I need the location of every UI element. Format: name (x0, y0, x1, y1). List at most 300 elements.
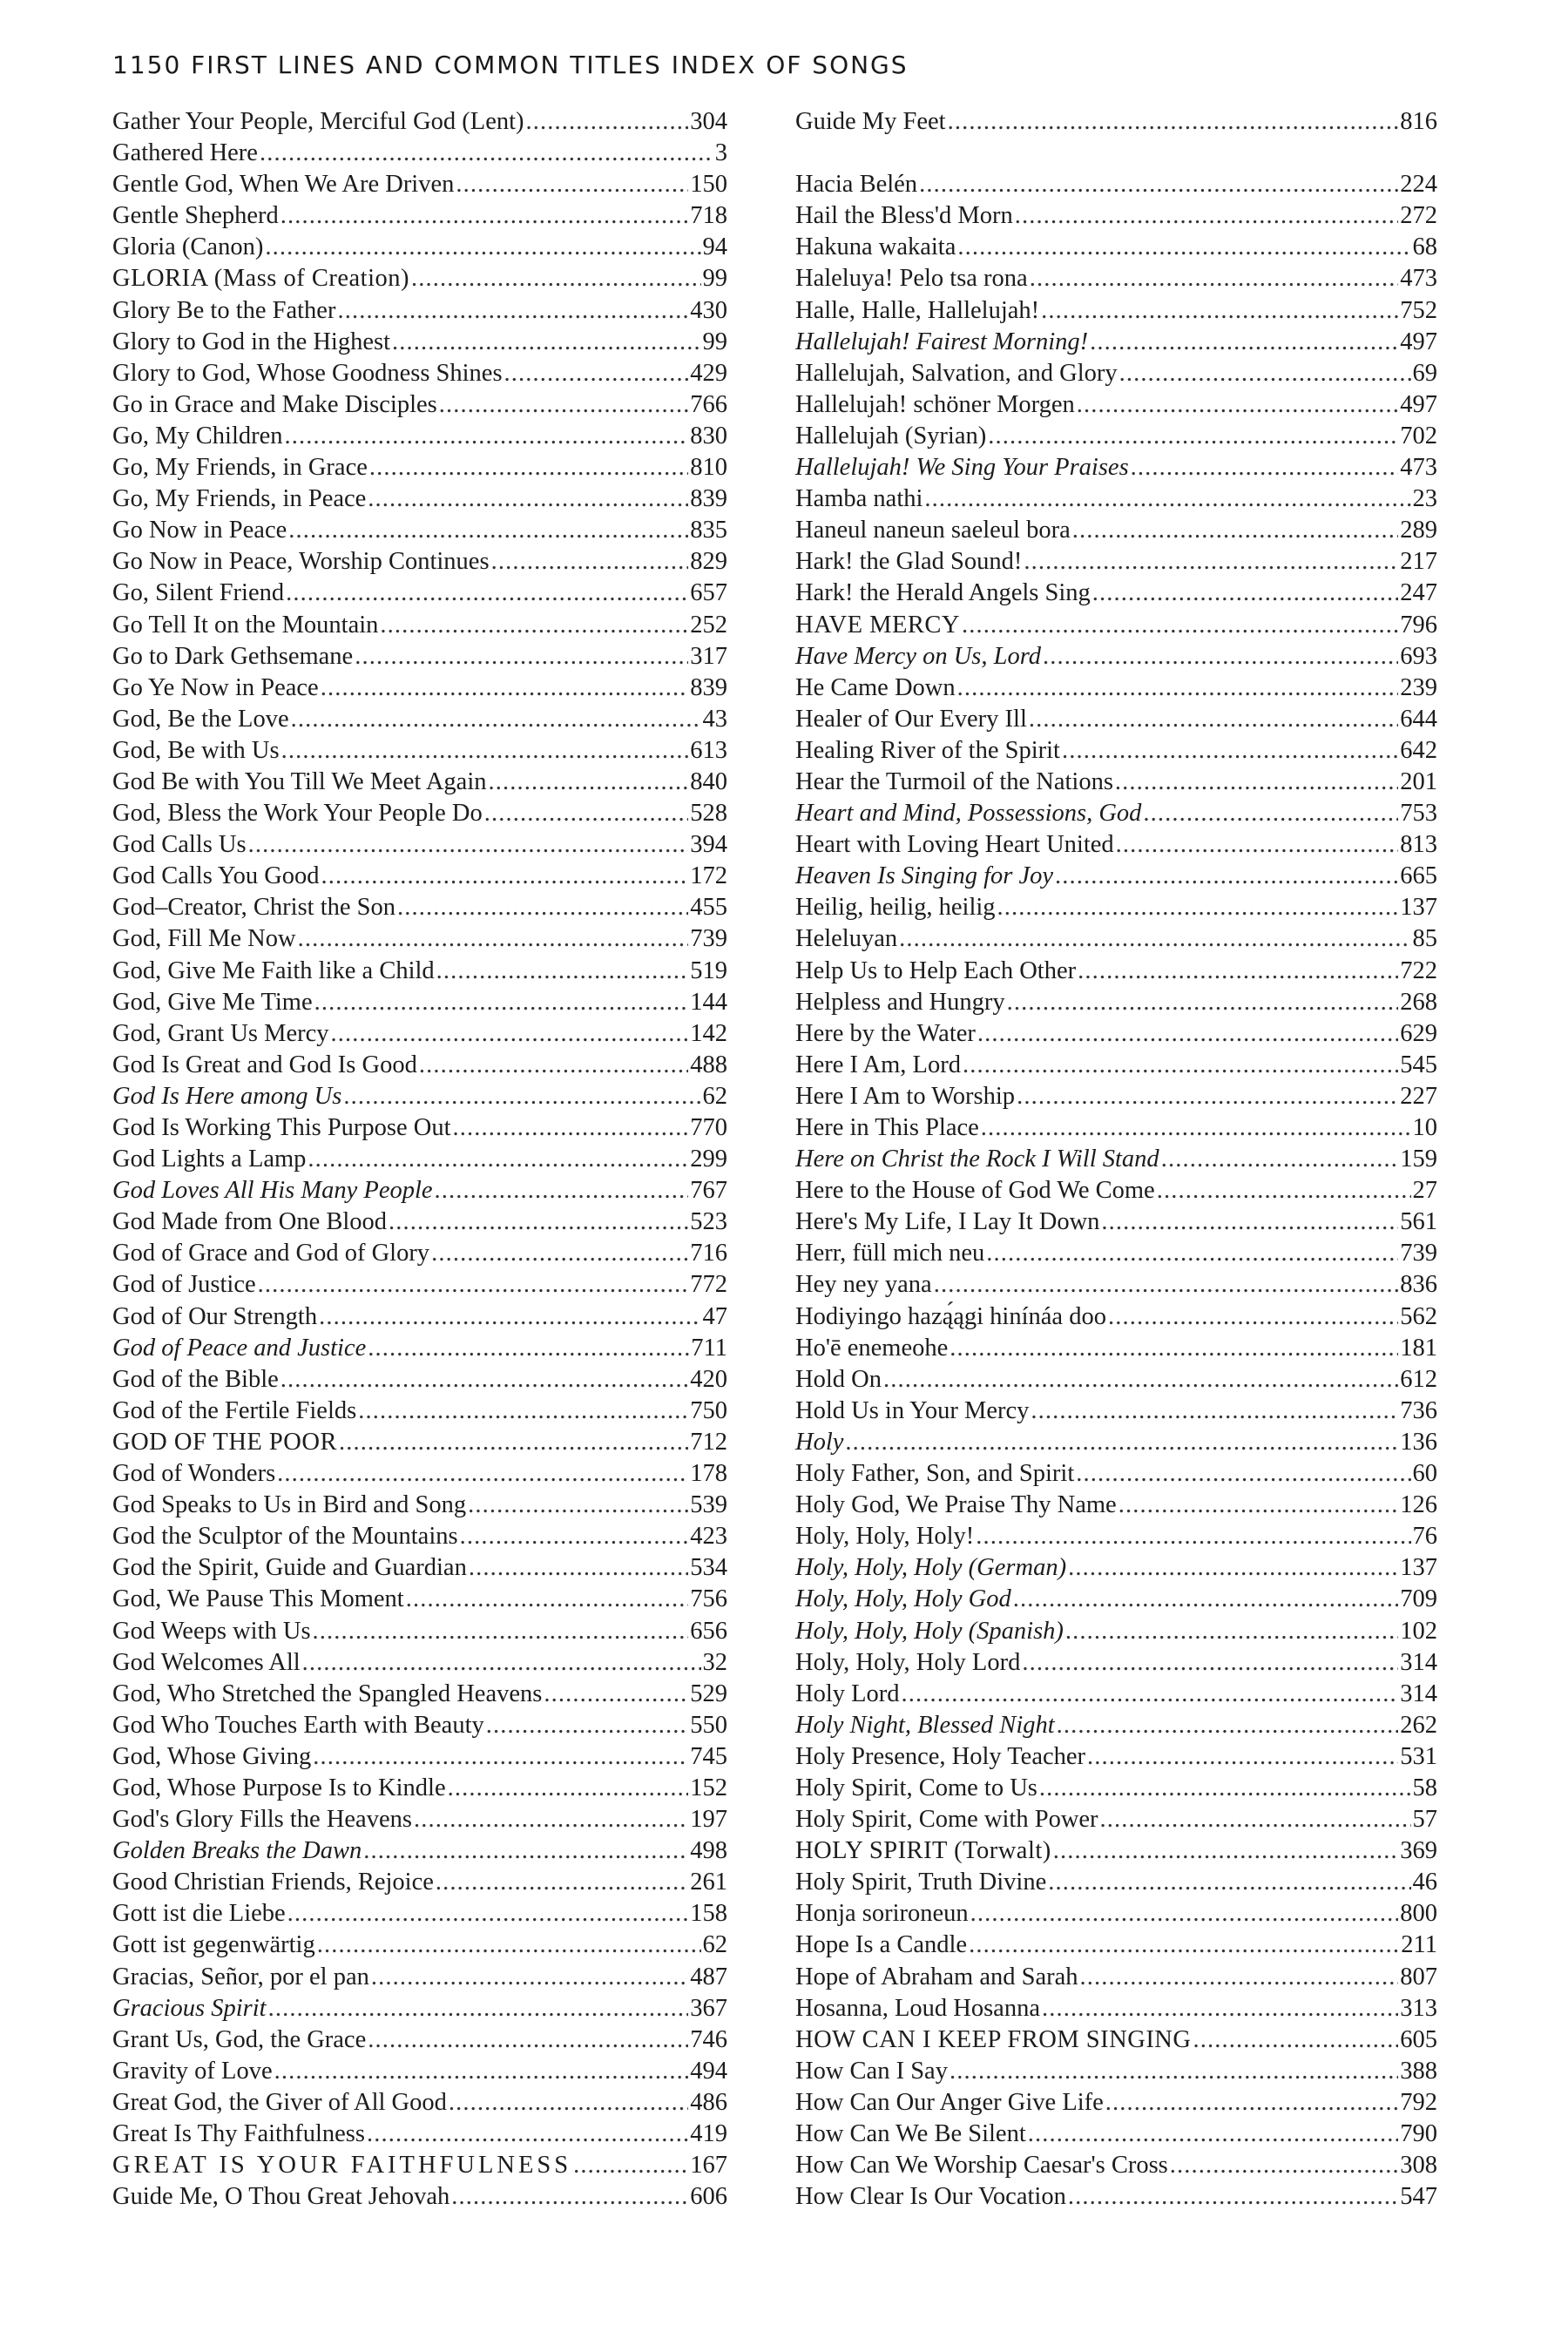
song-title: Go, My Friends, in Peace (112, 485, 367, 513)
dot-leader (468, 1490, 688, 1521)
song-number: 299 (690, 1146, 727, 1173)
dot-leader (331, 1018, 689, 1050)
dot-leader (957, 672, 1399, 704)
index-entry (795, 1396, 1437, 1427)
song-number: 561 (1400, 1208, 1437, 1236)
song-title: Great God, the Giver of All Good (112, 2088, 447, 2116)
song-title: God Who Touches Earth with Beauty (112, 1711, 484, 1739)
index-entry (795, 1898, 1437, 1930)
song-title: Haneul naneun saeleul bora (795, 517, 1071, 544)
song-title: Go, My Children (112, 422, 283, 449)
song-number: 420 (690, 1365, 727, 1393)
song-title: Heaven Is Singing for Joy (795, 862, 1054, 890)
dot-leader (883, 1364, 1398, 1396)
song-number: 613 (690, 736, 727, 764)
song-title: Go in Grace and Make Disciples (112, 390, 437, 418)
song-title: Gracias, Señor, por el pan (112, 1963, 369, 1990)
index-entry (795, 327, 1437, 358)
index-entry (795, 1112, 1437, 1144)
index-entry (795, 2024, 1437, 2056)
dot-leader (986, 1238, 1398, 1269)
song-title: Here I Am to Worship (795, 1082, 1016, 1110)
dot-leader (1078, 956, 1398, 987)
dot-leader (1031, 1396, 1398, 1427)
song-number: 47 (702, 1302, 727, 1330)
song-title: Go to Dark Gethsemane (112, 642, 354, 670)
song-number: 835 (690, 517, 727, 544)
song-title: God of the Bible (112, 1365, 279, 1393)
dot-leader (1072, 515, 1399, 546)
index-entry (795, 1206, 1437, 1238)
index-entry (795, 923, 1437, 955)
song-title: How Can We Be Silent (795, 2120, 1026, 2147)
song-title: Hey ney yana (795, 1271, 932, 1299)
song-number: 745 (690, 1742, 727, 1770)
song-title: God, We Pause This Moment (112, 1585, 404, 1613)
index-entry (795, 578, 1437, 609)
song-title: Holy Spirit, Truth Divine (795, 1869, 1047, 1896)
song-number: 57 (1412, 1806, 1437, 1834)
song-title: Heart and Mind, Possessions, God (795, 800, 1142, 828)
song-number: 523 (690, 1208, 727, 1236)
dot-leader (298, 923, 689, 955)
index-entry (795, 1427, 1437, 1458)
index-entry (795, 483, 1437, 515)
song-title: Healing River of the Spirit (795, 736, 1060, 764)
dot-leader (1119, 358, 1411, 389)
index-entry (795, 358, 1437, 389)
index-entry (112, 1930, 727, 1961)
dot-leader (321, 861, 689, 892)
song-title: God, Whose Purpose Is to Kindle (112, 1774, 446, 1801)
song-number: 3 (714, 139, 727, 167)
index-entry (795, 232, 1437, 263)
dot-leader (962, 610, 1398, 641)
song-number: 488 (690, 1051, 727, 1078)
song-title: Holy, Holy, Holy Lord (795, 1648, 1021, 1676)
song-number: 268 (1400, 988, 1437, 1016)
song-title: Guide My Feet (795, 108, 946, 135)
index-entry (112, 1647, 727, 1679)
index-entry (795, 1301, 1437, 1333)
index-entry (112, 1206, 727, 1238)
index-entry (795, 1364, 1437, 1396)
song-number: 736 (1400, 1396, 1437, 1424)
song-title: God Welcomes All (112, 1648, 301, 1676)
song-number: 60 (1412, 1460, 1437, 1488)
song-title: God Weeps with Us (112, 1617, 311, 1645)
index-entry (112, 1710, 727, 1741)
dot-leader (1157, 1175, 1411, 1206)
dot-leader (1024, 546, 1398, 578)
song-title: Gott ist die Liebe (112, 1900, 286, 1928)
song-number: 178 (690, 1460, 727, 1488)
dot-leader (950, 1333, 1398, 1364)
index-entry (795, 829, 1437, 861)
page-number: 1150 (112, 51, 182, 79)
index-entry (112, 106, 727, 138)
index-entry (795, 1993, 1437, 2024)
song-title: Here to the House of God We Come (795, 1177, 1155, 1205)
song-title: God of Our Strength (112, 1302, 318, 1330)
song-number: 770 (690, 1114, 727, 1141)
dot-leader (435, 1175, 689, 1206)
dot-leader (934, 1269, 1399, 1301)
song-title: Holy (795, 1428, 844, 1456)
song-title: God, Fill Me Now (112, 925, 296, 953)
song-title: Hold Us in Your Mercy (795, 1396, 1030, 1424)
song-number: 711 (691, 1334, 727, 1362)
index-entry (795, 1647, 1437, 1679)
song-number: 152 (690, 1774, 727, 1801)
song-title: Hacia Belén (795, 171, 918, 199)
song-number: 262 (1400, 1711, 1437, 1739)
dot-leader (368, 483, 688, 515)
dot-leader (451, 2181, 688, 2213)
index-entry (795, 798, 1437, 829)
song-title: Holy Spirit, Come to Us (795, 1774, 1037, 1801)
song-title: God Calls You Good (112, 862, 320, 890)
song-title: God Is Here among Us (112, 1082, 342, 1110)
song-number: 58 (1412, 1774, 1437, 1801)
song-number: 712 (690, 1428, 727, 1456)
song-number: 796 (1400, 611, 1437, 639)
song-number: 830 (690, 422, 727, 449)
dot-leader (397, 892, 688, 923)
dot-leader (1062, 735, 1398, 767)
song-number: 718 (690, 202, 727, 230)
song-number: 629 (1400, 1019, 1437, 1047)
index-entry (112, 138, 727, 169)
index-entry (112, 578, 727, 609)
dot-leader (436, 1867, 688, 1898)
song-title: GREAT IS YOUR FAITHFULNESS (112, 2152, 572, 2180)
index-entry (795, 641, 1437, 672)
song-number: 772 (690, 1271, 727, 1299)
index-entry (112, 861, 727, 892)
song-number: 800 (1400, 1900, 1437, 1928)
index-entry (112, 546, 727, 578)
song-title: Healer of Our Every Ill (795, 705, 1027, 733)
song-title: Ho'ē enemeohe (795, 1334, 949, 1362)
dot-leader (1079, 1962, 1398, 1993)
song-number: 126 (1400, 1491, 1437, 1519)
song-number: 99 (702, 328, 727, 355)
song-number: 473 (1400, 454, 1437, 482)
song-title: Holy Lord (795, 1680, 900, 1707)
dot-leader (486, 1710, 689, 1741)
song-title: How Can I Say (795, 2057, 948, 2085)
song-number: 99 (702, 265, 727, 293)
song-title: Holy, Holy, Holy (German) (795, 1554, 1067, 1582)
song-number: 836 (1400, 1271, 1437, 1299)
song-number: 261 (690, 1869, 727, 1896)
index-entry (795, 1616, 1437, 1647)
song-title: God Is Great and God Is Good (112, 1051, 417, 1078)
dot-leader (355, 641, 688, 672)
song-number: 665 (1400, 862, 1437, 890)
index-entry (795, 1867, 1437, 1898)
song-number: 304 (690, 108, 727, 135)
index-entry (112, 1427, 727, 1458)
dot-leader (950, 2056, 1398, 2087)
index-entry (112, 1396, 727, 1427)
song-number: 10 (1412, 1114, 1437, 1141)
index-entry (112, 1584, 727, 1615)
song-number: 497 (1400, 390, 1437, 418)
dot-leader (285, 421, 689, 452)
dot-leader (489, 767, 689, 798)
dot-leader (291, 704, 701, 735)
song-title: Holy, Holy, Holy God (795, 1585, 1011, 1613)
song-title: Hallelujah (Syrian) (795, 422, 987, 449)
song-title: God of Peace and Justice (112, 1334, 367, 1362)
song-number: 252 (690, 611, 727, 639)
dot-leader (1053, 1835, 1398, 1867)
dot-leader (274, 2056, 689, 2087)
song-title: God, Give Me Time (112, 988, 313, 1016)
song-number: 430 (690, 296, 727, 324)
dot-leader (319, 1301, 700, 1333)
index-entry (112, 704, 727, 735)
song-title: Go Tell It on the Mountain (112, 611, 379, 639)
index-entry (112, 1835, 727, 1867)
song-title: Hosanna, Loud Hosanna (795, 1994, 1040, 2022)
index-entry (795, 735, 1437, 767)
index-entry (795, 1333, 1437, 1364)
index-entry (795, 2056, 1437, 2087)
song-number: 498 (690, 1837, 727, 1865)
song-title: Go Now in Peace (112, 517, 287, 544)
dot-leader (411, 263, 701, 294)
dot-leader (287, 1898, 689, 1930)
dot-leader (337, 295, 688, 327)
dot-leader (1101, 1206, 1398, 1238)
song-title: Here I Am, Lord (795, 1051, 961, 1078)
song-number: 172 (690, 862, 727, 890)
index-entry (795, 1018, 1437, 1050)
dot-leader (1068, 2181, 1398, 2213)
song-number: 606 (690, 2183, 727, 2211)
dot-leader (484, 798, 689, 829)
dot-leader (1161, 1144, 1399, 1175)
song-title: How Can We Worship Caesar's Cross (795, 2152, 1168, 2180)
song-title: Hear the Turmoil of the Nations (795, 767, 1113, 795)
song-title: Hakuna wakaita (795, 233, 956, 261)
index-entry (112, 327, 727, 358)
song-number: 528 (690, 800, 727, 828)
song-number: 69 (1412, 359, 1437, 387)
song-number: 23 (1412, 485, 1437, 513)
dot-leader (1087, 1741, 1398, 1773)
index-column-left (112, 106, 727, 2213)
song-title: Herr, füll mich neu (795, 1240, 985, 1267)
song-number: 369 (1400, 1837, 1437, 1865)
song-title: Glory Be to the Father (112, 296, 336, 324)
index-entry (795, 295, 1437, 327)
dot-leader (453, 1112, 689, 1144)
dot-leader (1017, 1081, 1398, 1112)
song-title: Here in This Place (795, 1114, 979, 1141)
dot-leader (1055, 861, 1398, 892)
song-number: 767 (690, 1177, 727, 1205)
dot-leader (1116, 829, 1399, 861)
song-title: God of the Fertile Fields (112, 1396, 357, 1424)
index-entry (795, 106, 1437, 138)
index-column-right (795, 106, 1437, 2213)
song-number: 494 (690, 2057, 727, 2085)
song-title: Go, Silent Friend (112, 579, 285, 607)
song-title: GLORIA (Mass of Creation) (112, 265, 409, 293)
index-entry (795, 1175, 1437, 1206)
song-title: Here on Christ the Rock I Will Stand (795, 1146, 1159, 1173)
song-number: 487 (690, 1963, 727, 1990)
index-entry (112, 2119, 727, 2150)
index-entry (795, 452, 1437, 483)
song-title: Gracious Spirit (112, 1994, 267, 2022)
song-number: 144 (690, 988, 727, 1016)
song-title: Glory to God, Whose Goodness Shines (112, 359, 503, 387)
song-title: Gentle God, When We Are Driven (112, 171, 455, 199)
song-title: Gloria (Canon) (112, 233, 264, 261)
dot-leader (313, 1741, 688, 1773)
dot-leader (1100, 1804, 1411, 1835)
song-title: God, Be the Love (112, 705, 289, 733)
song-title: God Loves All His Many People (112, 1177, 433, 1205)
dot-leader (981, 1112, 1411, 1144)
dot-leader (369, 452, 688, 483)
song-title: Hallelujah! Fairest Morning! (795, 328, 1089, 355)
dot-leader (280, 1364, 688, 1396)
dot-leader (1043, 641, 1398, 672)
song-title: Good Christian Friends, Rejoice (112, 1869, 434, 1896)
dot-leader (948, 106, 1399, 138)
dot-leader (281, 735, 689, 767)
index-entry (112, 1616, 727, 1647)
song-title: God–Creator, Christ the Son (112, 894, 395, 922)
song-title: God the Spirit, Guide and Guardian (112, 1554, 467, 1582)
dot-leader (414, 1804, 688, 1835)
song-title: God of Justice (112, 1271, 256, 1299)
dot-leader (491, 546, 689, 578)
index-entry (795, 987, 1437, 1018)
dot-leader (286, 578, 688, 609)
dot-leader (268, 1993, 689, 2024)
dot-leader (313, 1616, 689, 1647)
dot-leader (321, 672, 689, 704)
index-entry (795, 1962, 1437, 1993)
index-entry (795, 1741, 1437, 1773)
index-entry (795, 1584, 1437, 1615)
song-number: 313 (1400, 1994, 1437, 2022)
index-entry (112, 1018, 727, 1050)
song-title: God's Glory Fills the Heavens (112, 1806, 412, 1834)
index-entry (795, 1679, 1437, 1710)
index-entry (112, 767, 727, 798)
dot-leader (988, 421, 1398, 452)
index-entry (112, 1458, 727, 1490)
song-title: Helpless and Hungry (795, 988, 1005, 1016)
index-entry (795, 672, 1437, 704)
index-entry (112, 200, 727, 232)
song-title: God Is Working This Purpose Out (112, 1114, 451, 1141)
song-number: 314 (1400, 1648, 1437, 1676)
index-entry (795, 1804, 1437, 1835)
song-title: HOLY SPIRIT (Torwalt) (795, 1837, 1051, 1865)
page-title: FIRST LINES AND COMMON TITLES INDEX OF SONGS (191, 51, 909, 79)
dot-leader (1092, 578, 1398, 609)
song-title: Hamba nathi (795, 485, 923, 513)
dot-leader (392, 327, 700, 358)
index-entry (112, 1741, 727, 1773)
song-number: 657 (690, 579, 727, 607)
song-number: 201 (1400, 767, 1437, 795)
index-entry (112, 2056, 727, 2087)
index-entry (112, 1112, 727, 1144)
song-number: 181 (1400, 1334, 1437, 1362)
song-number: 829 (690, 548, 727, 576)
song-title: Guide Me, O Thou Great Jehovah (112, 2183, 450, 2211)
dot-leader (970, 1898, 1399, 1930)
index-entry (112, 1269, 727, 1301)
index-entry (112, 610, 727, 641)
index-entry (795, 2181, 1437, 2213)
dot-leader (314, 987, 689, 1018)
song-number: 756 (690, 1585, 727, 1613)
song-number: 790 (1400, 2120, 1437, 2147)
song-title: Great Is Thy Faithfulness (112, 2120, 365, 2147)
dot-leader (1090, 327, 1398, 358)
song-title: God Calls Us (112, 831, 247, 859)
song-title: God Made from One Blood (112, 1208, 388, 1236)
song-number: 519 (690, 956, 727, 984)
song-number: 272 (1400, 202, 1437, 230)
song-number: 550 (690, 1711, 727, 1739)
song-number: 840 (690, 767, 727, 795)
song-title: Haleluya! Pelo tsa rona (795, 265, 1028, 293)
dot-leader (363, 1835, 688, 1867)
song-title: Holy Father, Son, and Spirit (795, 1460, 1075, 1488)
index-entry (795, 263, 1437, 294)
dot-leader (258, 1269, 689, 1301)
song-title: God the Sculptor of the Mountains (112, 1523, 458, 1551)
song-title: Heleluyan (795, 925, 898, 953)
dot-leader (1065, 1616, 1398, 1647)
song-number: 545 (1400, 1051, 1437, 1078)
index-entry (112, 2024, 727, 2056)
dot-leader (1013, 1584, 1398, 1615)
index-entry (795, 1238, 1437, 1269)
index-entry (112, 923, 727, 955)
song-title: HAVE MERCY (795, 611, 960, 639)
index-entry (795, 1773, 1437, 1804)
song-number: 766 (690, 390, 727, 418)
dot-leader (460, 1521, 689, 1552)
dot-leader (431, 1238, 688, 1269)
song-number: 644 (1400, 705, 1437, 733)
index-entry (112, 641, 727, 672)
song-title: God, Grant Us Mercy (112, 1019, 329, 1047)
song-number: 752 (1400, 296, 1437, 324)
index-entry (795, 546, 1437, 578)
dot-leader (371, 1962, 688, 1993)
song-number: 224 (1400, 171, 1437, 199)
index-entry (795, 1081, 1437, 1112)
song-number: 217 (1400, 548, 1437, 576)
song-title: God, Who Stretched the Spangled Heavens (112, 1680, 543, 1707)
index-entry (112, 1679, 727, 1710)
song-number: 810 (690, 454, 727, 482)
